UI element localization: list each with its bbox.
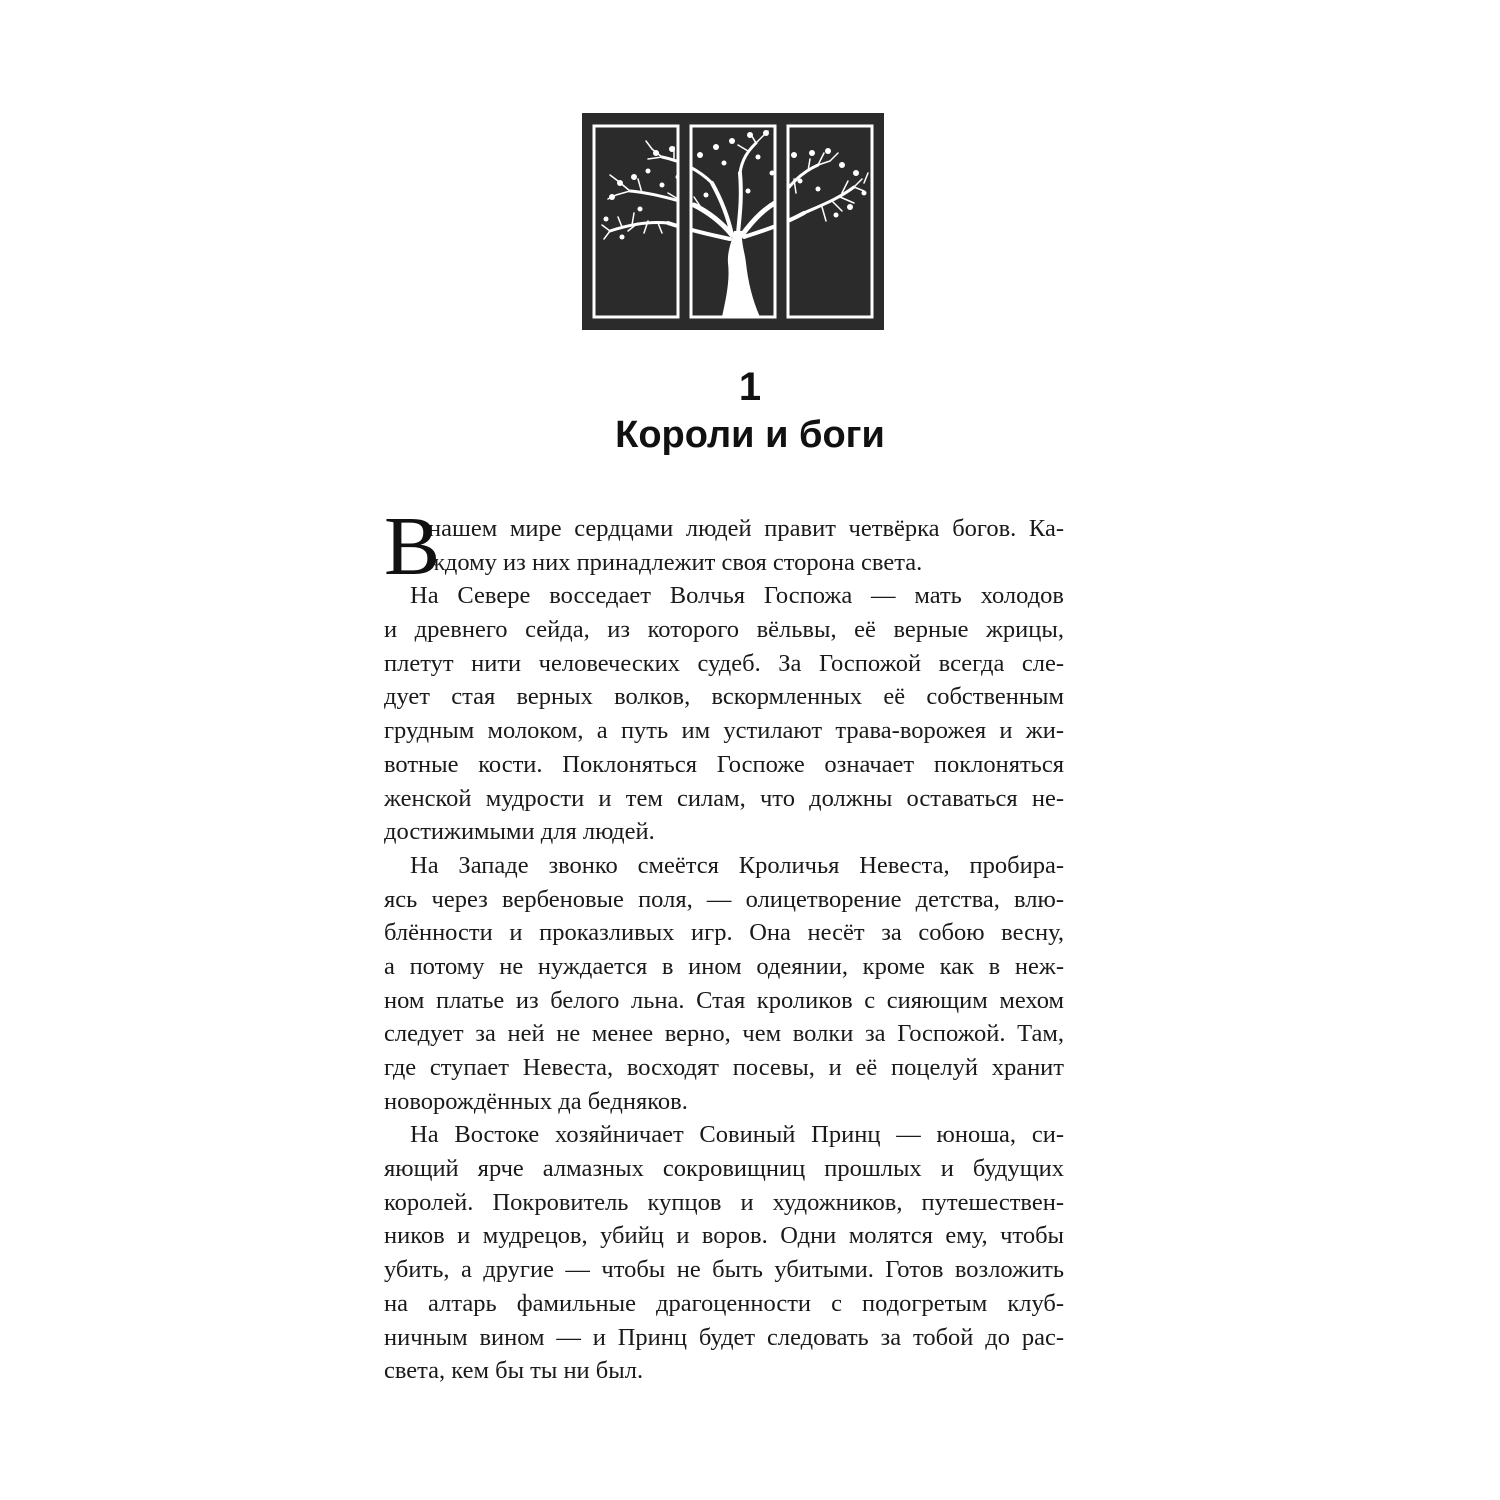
text-line: На Востоке хозяйничает Совиный Принц — юноша, си- [410, 1121, 1064, 1149]
text-line: ждому из них принадлежит своя сторона света. [428, 548, 923, 576]
chapter-title: Короли и боги [615, 414, 885, 456]
text-line: света, кем бы ты ни был. [384, 1357, 644, 1385]
paragraph [384, 1118, 1064, 1388]
text-line: грудным молоком, а путь им устилают трава-ворожея и жи- [384, 717, 1064, 745]
text-line: плетут нити человеческих судеб. За Госпожой всегда сле- [384, 649, 1064, 677]
text-line: яющий ярче алмазных сокровищниц прошлых и будущих [384, 1155, 1064, 1183]
text-line: королей. Покровитель купцов и художников, путешествен- [384, 1188, 1064, 1216]
text-line: новорождённых да бедняков. [384, 1087, 688, 1115]
text-line: где ступает Невеста, восходят посевы, и её поцелуй хранит [384, 1054, 1064, 1081]
text-line: На Севере восседает Волчья Госпожа — мать холодов [410, 582, 1064, 610]
tree-triptych-icon [582, 113, 884, 330]
text-line: нашем мире сердцами людей правит четвёрка богов. Ка- [428, 515, 1064, 542]
text-line: и древнего сейда, из которого вёльвы, её верные жрицы, [384, 616, 1064, 644]
chapter-body [384, 500, 1064, 1388]
paragraph [384, 500, 1064, 593]
text-line: женской мудрости и тем силам, что должны оставаться не- [384, 784, 1064, 812]
text-line: следует за ней не менее верно, чем волки за Госпожой. Там, [384, 1020, 1064, 1048]
text-line: достижимыми для людей. [384, 818, 655, 846]
paragraph [384, 849, 1064, 1119]
text-line: ном платье из белого льна. Стая кроликов с сияющим мехом [384, 986, 1064, 1014]
paragraph [384, 579, 1064, 849]
text-line: ников и мудрецов, убийц и воров. Одни молятся ему, чтобы [384, 1222, 1064, 1250]
text-line: На Западе звонко смеётся Кроличья Невеста, пробира- [410, 851, 1064, 879]
text-line: ничным вином — и Принц будет следовать за тобой до рас- [384, 1323, 1064, 1351]
text-line: ясь через вербеновые поля, — олицетворение детства, влю- [384, 885, 1064, 913]
drop-cap: В [384, 500, 441, 593]
text-line: вотные кости. Поклоняться Госпоже означает поклоняться [384, 750, 1064, 778]
text-line: дует стая верных волков, вскормленных её собственным [384, 683, 1064, 711]
text-line: блённости и проказливых игр. Она несёт за собою весну, [384, 919, 1064, 947]
chapter-number: 1 [738, 365, 762, 409]
text-line: убить, а другие — чтобы не быть убитыми. Готов возложить [384, 1256, 1064, 1284]
text-line: на алтарь фамильные драгоценности с подогретым клуб- [384, 1289, 1064, 1317]
text-line: а потому не нуждается в ином одеянии, кроме как в неж- [384, 952, 1064, 980]
